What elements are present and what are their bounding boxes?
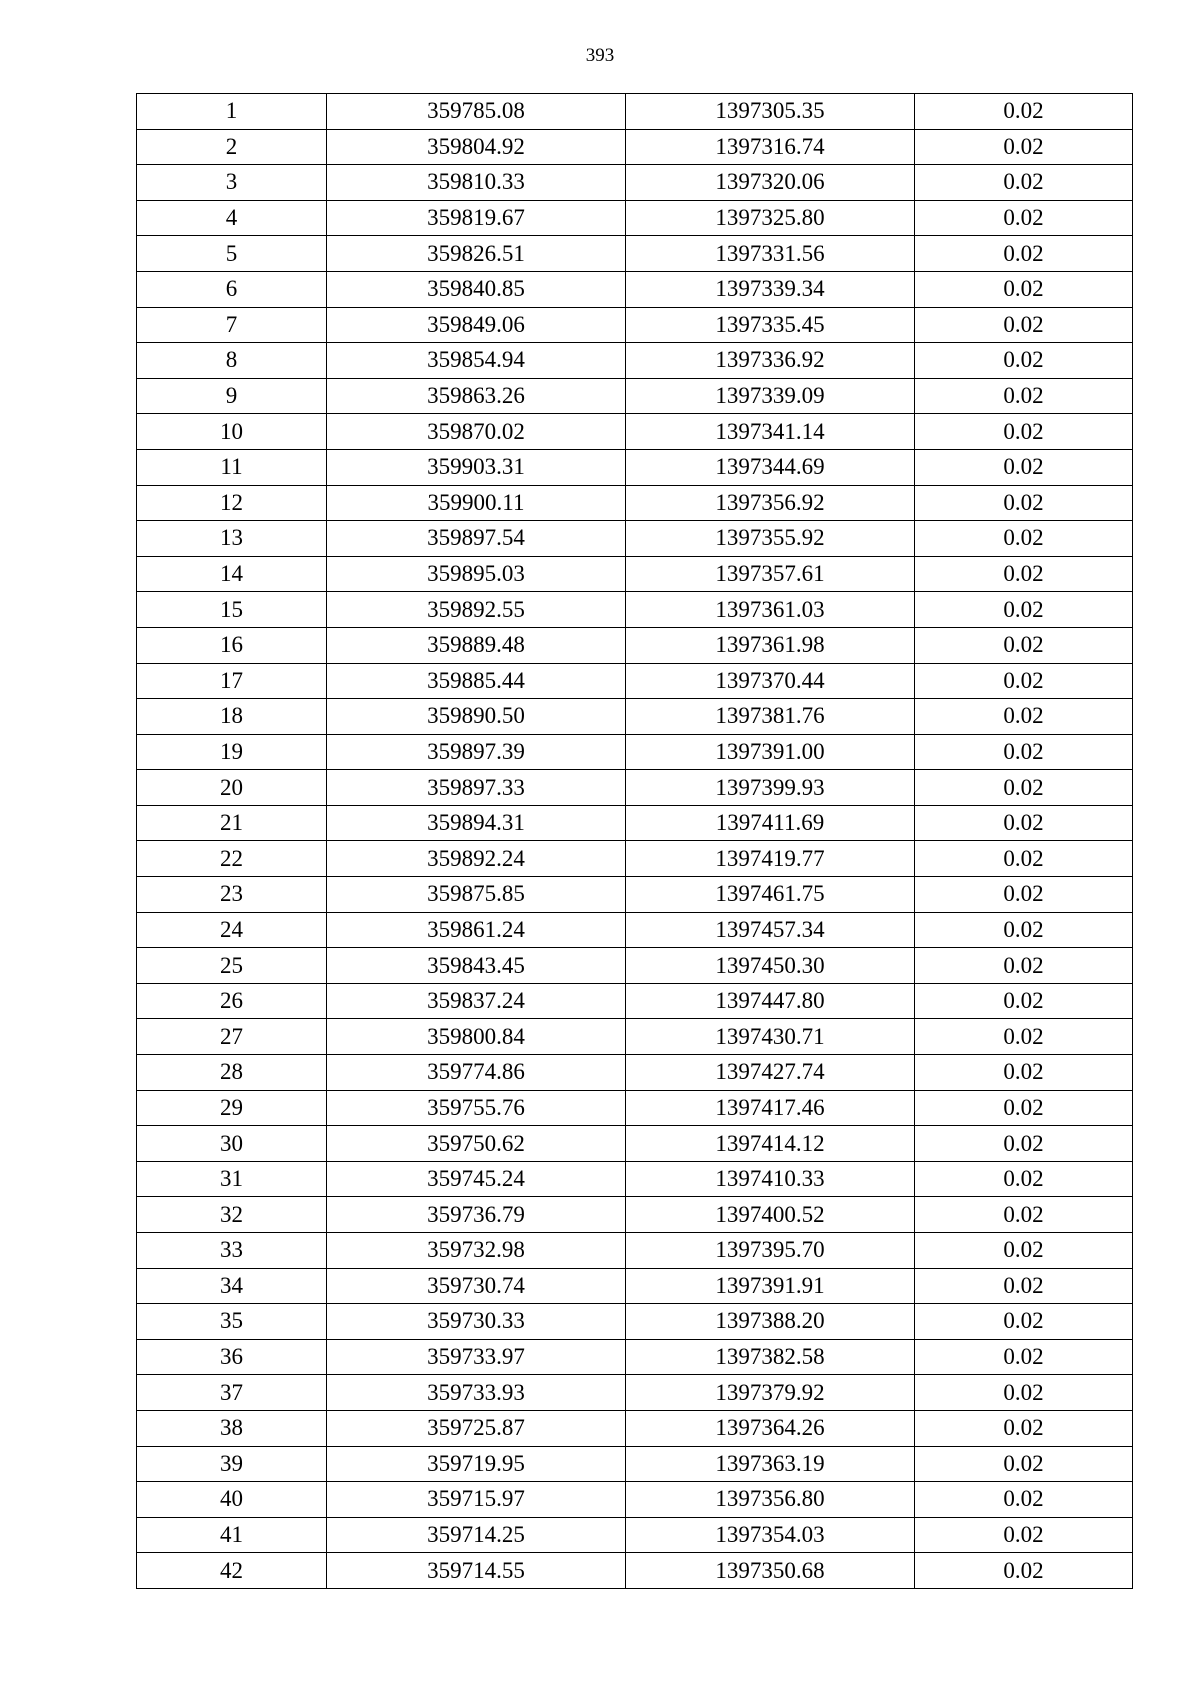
y-coordinate-cell: 1397381.76 [626,699,915,735]
table-row [137,414,1133,450]
coordinates-table [136,93,1133,1589]
y-coordinate-cell: 1397341.14 [626,414,915,450]
y-coordinate-cell: 1397417.46 [626,1090,915,1126]
table-row [137,770,1133,806]
point-number-cell: 7 [137,307,327,343]
point-number-cell: 23 [137,877,327,913]
x-coordinate-cell: 359755.76 [327,1090,626,1126]
x-coordinate-cell: 359885.44 [327,663,626,699]
x-coordinate-cell: 359840.85 [327,271,626,307]
y-coordinate-cell: 1397461.75 [626,877,915,913]
y-coordinate-cell: 1397430.71 [626,1019,915,1055]
point-number-cell: 38 [137,1410,327,1446]
y-coordinate-cell: 1397316.74 [626,129,915,165]
point-number-cell: 5 [137,236,327,272]
y-coordinate-cell: 1397361.98 [626,627,915,663]
table-row [137,1268,1133,1304]
point-number-cell: 13 [137,521,327,557]
accuracy-cell: 0.02 [915,699,1133,735]
y-coordinate-cell: 1397339.34 [626,271,915,307]
accuracy-cell: 0.02 [915,841,1133,877]
table-row [137,521,1133,557]
point-number-cell: 24 [137,912,327,948]
point-number-cell: 25 [137,948,327,984]
table-row [137,948,1133,984]
table-row [137,592,1133,628]
accuracy-cell: 0.02 [915,1553,1133,1589]
table-row [137,1055,1133,1091]
x-coordinate-cell: 359785.08 [327,94,626,130]
point-number-cell: 21 [137,805,327,841]
point-number-cell: 30 [137,1126,327,1162]
table-row [137,236,1133,272]
point-number-cell: 39 [137,1446,327,1482]
table-row [137,556,1133,592]
accuracy-cell: 0.02 [915,1197,1133,1233]
point-number-cell: 26 [137,983,327,1019]
accuracy-cell: 0.02 [915,485,1133,521]
accuracy-cell: 0.02 [915,307,1133,343]
x-coordinate-cell: 359892.24 [327,841,626,877]
point-number-cell: 11 [137,449,327,485]
point-number-cell: 37 [137,1375,327,1411]
y-coordinate-cell: 1397447.80 [626,983,915,1019]
table-row [137,877,1133,913]
x-coordinate-cell: 359875.85 [327,877,626,913]
y-coordinate-cell: 1397355.92 [626,521,915,557]
x-coordinate-cell: 359800.84 [327,1019,626,1055]
accuracy-cell: 0.02 [915,1517,1133,1553]
x-coordinate-cell: 359714.55 [327,1553,626,1589]
point-number-cell: 40 [137,1482,327,1518]
coordinates-table-body [137,94,1133,1589]
accuracy-cell: 0.02 [915,592,1133,628]
y-coordinate-cell: 1397419.77 [626,841,915,877]
point-number-cell: 20 [137,770,327,806]
point-number-cell: 3 [137,165,327,201]
accuracy-cell: 0.02 [915,129,1133,165]
y-coordinate-cell: 1397356.80 [626,1482,915,1518]
x-coordinate-cell: 359892.55 [327,592,626,628]
y-coordinate-cell: 1397395.70 [626,1233,915,1269]
accuracy-cell: 0.02 [915,414,1133,450]
x-coordinate-cell: 359890.50 [327,699,626,735]
accuracy-cell: 0.02 [915,1482,1133,1518]
accuracy-cell: 0.02 [915,1375,1133,1411]
point-number-cell: 6 [137,271,327,307]
y-coordinate-cell: 1397388.20 [626,1304,915,1340]
x-coordinate-cell: 359837.24 [327,983,626,1019]
accuracy-cell: 0.02 [915,1161,1133,1197]
x-coordinate-cell: 359849.06 [327,307,626,343]
point-number-cell: 42 [137,1553,327,1589]
y-coordinate-cell: 1397356.92 [626,485,915,521]
table-row [137,805,1133,841]
x-coordinate-cell: 359897.33 [327,770,626,806]
x-coordinate-cell: 359889.48 [327,627,626,663]
accuracy-cell: 0.02 [915,1126,1133,1162]
y-coordinate-cell: 1397399.93 [626,770,915,806]
point-number-cell: 22 [137,841,327,877]
x-coordinate-cell: 359736.79 [327,1197,626,1233]
point-number-cell: 36 [137,1339,327,1375]
x-coordinate-cell: 359733.93 [327,1375,626,1411]
point-number-cell: 32 [137,1197,327,1233]
table-row [137,165,1133,201]
x-coordinate-cell: 359870.02 [327,414,626,450]
accuracy-cell: 0.02 [915,1090,1133,1126]
table-row [137,627,1133,663]
x-coordinate-cell: 359730.74 [327,1268,626,1304]
x-coordinate-cell: 359854.94 [327,343,626,379]
y-coordinate-cell: 1397344.69 [626,449,915,485]
table-row [137,983,1133,1019]
y-coordinate-cell: 1397370.44 [626,663,915,699]
x-coordinate-cell: 359730.33 [327,1304,626,1340]
y-coordinate-cell: 1397331.56 [626,236,915,272]
table-row [137,307,1133,343]
accuracy-cell: 0.02 [915,1233,1133,1269]
point-number-cell: 18 [137,699,327,735]
point-number-cell: 12 [137,485,327,521]
accuracy-cell: 0.02 [915,1019,1133,1055]
point-number-cell: 9 [137,378,327,414]
x-coordinate-cell: 359715.97 [327,1482,626,1518]
table-row [137,1197,1133,1233]
accuracy-cell: 0.02 [915,734,1133,770]
accuracy-cell: 0.02 [915,627,1133,663]
accuracy-cell: 0.02 [915,948,1133,984]
table-row [137,1375,1133,1411]
y-coordinate-cell: 1397335.45 [626,307,915,343]
y-coordinate-cell: 1397305.35 [626,94,915,130]
y-coordinate-cell: 1397411.69 [626,805,915,841]
point-number-cell: 33 [137,1233,327,1269]
table-row [137,485,1133,521]
x-coordinate-cell: 359861.24 [327,912,626,948]
y-coordinate-cell: 1397410.33 [626,1161,915,1197]
point-number-cell: 17 [137,663,327,699]
x-coordinate-cell: 359804.92 [327,129,626,165]
x-coordinate-cell: 359826.51 [327,236,626,272]
x-coordinate-cell: 359900.11 [327,485,626,521]
y-coordinate-cell: 1397350.68 [626,1553,915,1589]
page-number: 393 [585,45,615,66]
point-number-cell: 14 [137,556,327,592]
x-coordinate-cell: 359894.31 [327,805,626,841]
point-number-cell: 29 [137,1090,327,1126]
table-row [137,200,1133,236]
accuracy-cell: 0.02 [915,1446,1133,1482]
y-coordinate-cell: 1397339.09 [626,378,915,414]
x-coordinate-cell: 359750.62 [327,1126,626,1162]
y-coordinate-cell: 1397364.26 [626,1410,915,1446]
point-number-cell: 28 [137,1055,327,1091]
y-coordinate-cell: 1397325.80 [626,200,915,236]
accuracy-cell: 0.02 [915,877,1133,913]
point-number-cell: 16 [137,627,327,663]
table-row [137,1482,1133,1518]
accuracy-cell: 0.02 [915,521,1133,557]
point-number-cell: 8 [137,343,327,379]
point-number-cell: 41 [137,1517,327,1553]
point-number-cell: 2 [137,129,327,165]
x-coordinate-cell: 359895.03 [327,556,626,592]
x-coordinate-cell: 359732.98 [327,1233,626,1269]
accuracy-cell: 0.02 [915,236,1133,272]
accuracy-cell: 0.02 [915,1339,1133,1375]
table-row [137,1161,1133,1197]
accuracy-cell: 0.02 [915,912,1133,948]
accuracy-cell: 0.02 [915,200,1133,236]
y-coordinate-cell: 1397457.34 [626,912,915,948]
table-row [137,1126,1133,1162]
point-number-cell: 35 [137,1304,327,1340]
accuracy-cell: 0.02 [915,556,1133,592]
x-coordinate-cell: 359733.97 [327,1339,626,1375]
table-row [137,699,1133,735]
table-row [137,1304,1133,1340]
accuracy-cell: 0.02 [915,1268,1133,1304]
accuracy-cell: 0.02 [915,663,1133,699]
x-coordinate-cell: 359897.54 [327,521,626,557]
y-coordinate-cell: 1397361.03 [626,592,915,628]
accuracy-cell: 0.02 [915,1055,1133,1091]
table-row [137,663,1133,699]
table-row [137,378,1133,414]
point-number-cell: 10 [137,414,327,450]
point-number-cell: 15 [137,592,327,628]
point-number-cell: 19 [137,734,327,770]
table-row [137,1517,1133,1553]
x-coordinate-cell: 359863.26 [327,378,626,414]
y-coordinate-cell: 1397427.74 [626,1055,915,1091]
y-coordinate-cell: 1397382.58 [626,1339,915,1375]
accuracy-cell: 0.02 [915,271,1133,307]
x-coordinate-cell: 359725.87 [327,1410,626,1446]
table-row [137,343,1133,379]
table-row [137,129,1133,165]
table-row [137,1019,1133,1055]
x-coordinate-cell: 359774.86 [327,1055,626,1091]
accuracy-cell: 0.02 [915,343,1133,379]
x-coordinate-cell: 359719.95 [327,1446,626,1482]
table-row [137,841,1133,877]
y-coordinate-cell: 1397391.00 [626,734,915,770]
accuracy-cell: 0.02 [915,165,1133,201]
table-row [137,1446,1133,1482]
x-coordinate-cell: 359903.31 [327,449,626,485]
y-coordinate-cell: 1397391.91 [626,1268,915,1304]
y-coordinate-cell: 1397379.92 [626,1375,915,1411]
table-row [137,1233,1133,1269]
accuracy-cell: 0.02 [915,378,1133,414]
table-row [137,1090,1133,1126]
y-coordinate-cell: 1397414.12 [626,1126,915,1162]
table-row [137,912,1133,948]
x-coordinate-cell: 359714.25 [327,1517,626,1553]
accuracy-cell: 0.02 [915,1304,1133,1340]
accuracy-cell: 0.02 [915,770,1133,806]
y-coordinate-cell: 1397450.30 [626,948,915,984]
table-row [137,449,1133,485]
point-number-cell: 34 [137,1268,327,1304]
y-coordinate-cell: 1397336.92 [626,343,915,379]
table-row [137,1553,1133,1589]
x-coordinate-cell: 359897.39 [327,734,626,770]
table-row [137,734,1133,770]
accuracy-cell: 0.02 [915,449,1133,485]
accuracy-cell: 0.02 [915,983,1133,1019]
table-row [137,1339,1133,1375]
y-coordinate-cell: 1397363.19 [626,1446,915,1482]
accuracy-cell: 0.02 [915,94,1133,130]
point-number-cell: 27 [137,1019,327,1055]
y-coordinate-cell: 1397320.06 [626,165,915,201]
table-row [137,1410,1133,1446]
point-number-cell: 1 [137,94,327,130]
table-row [137,94,1133,130]
y-coordinate-cell: 1397354.03 [626,1517,915,1553]
table-row [137,271,1133,307]
accuracy-cell: 0.02 [915,1410,1133,1446]
x-coordinate-cell: 359843.45 [327,948,626,984]
y-coordinate-cell: 1397400.52 [626,1197,915,1233]
point-number-cell: 4 [137,200,327,236]
x-coordinate-cell: 359810.33 [327,165,626,201]
accuracy-cell: 0.02 [915,805,1133,841]
point-number-cell: 31 [137,1161,327,1197]
y-coordinate-cell: 1397357.61 [626,556,915,592]
x-coordinate-cell: 359745.24 [327,1161,626,1197]
x-coordinate-cell: 359819.67 [327,200,626,236]
